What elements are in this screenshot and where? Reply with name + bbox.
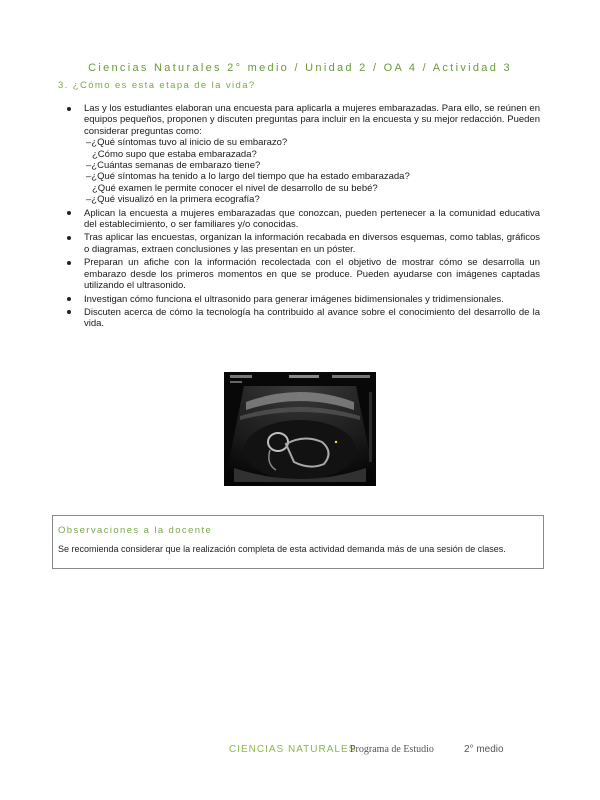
footer-subject: CIENCIAS NATURALES [229, 744, 357, 755]
bullet-text: Tras aplicar las encuestas, organizan la información recabada en diversos esquemas, como tablas, gráficos o diagramas, extraen conclusiones y las presentan en un póster. [84, 232, 540, 255]
bullet-text: Preparan un afiche con la información recolectada con el objetivo de mostrar cómo se desarrolla un embarazo desde los primeros momentos en que se produce. Pueden ayudarse con imágenes captadas utilizando el ultrasonido. [84, 257, 540, 292]
footer-grade: 2° medio [464, 744, 504, 755]
bullet-text: Las y los estudiantes elaboran una encuesta para aplicarla a mujeres embarazadas. Para ello, se reúnen en equipos pequeños, proponen y discuten preguntas para incluir en la encuesta y su mejor redacción. Pueden considerar preguntas como: [84, 103, 540, 137]
question-item: –¿Cuántas semanas de embarazo tiene? [86, 160, 261, 172]
notes-text: Se recomienda considerar que la realización completa de esta actividad demanda más de una sesión de clases. [58, 544, 506, 554]
page-footer [0, 744, 600, 760]
ultrasound-picture [224, 372, 376, 486]
bullet-item [60, 103, 540, 206]
bullet-item [60, 294, 540, 305]
question-item: –¿Qué síntomas tuvo al inicio de su embarazo? [86, 137, 288, 149]
bullet-item [60, 208, 540, 231]
question-item: –¿Qué visualizó en la primera ecografía? [86, 194, 260, 206]
bullet-item [60, 257, 540, 291]
page-title: Ciencias Naturales 2° medio / Unidad 2 / OA 4 / Actividad 3 [88, 62, 512, 74]
bullet-text: Aplican la encuesta a mujeres embarazadas que conozcan, pueden pertenecer a la comunidad educativa del establecimiento, o ser familiares y/o conocidas. [84, 207, 540, 231]
bullet-text: Discuten acerca de cómo la tecnología ha contribuido al avance sobre el conocimiento del desarrollo de la vida. [84, 306, 540, 330]
question-item: ¿Qué examen le permite conocer el nivel de desarrollo de su bebé? [92, 182, 378, 194]
bullet-item [60, 232, 540, 255]
ultrasound-image [224, 372, 376, 486]
activity-list [60, 103, 540, 330]
bullet-text: Investigan cómo funciona el ultrasonido para generar imágenes bidimensionales y tridimensionales. [84, 293, 504, 305]
teacher-notes-box [52, 515, 544, 569]
question-item: –¿Qué síntomas ha tenido a lo largo del tiempo que ha estado embarazada? [86, 171, 410, 183]
activity-content [60, 103, 540, 332]
question-list [86, 137, 540, 205]
question-item: ¿Cómo supo que estaba embarazada? [92, 148, 257, 160]
section-heading: 3. ¿Cómo es esta etapa de la vida? [58, 80, 256, 91]
footer-program: Programa de Estudio [350, 744, 434, 755]
bullet-item [60, 307, 540, 330]
notes-title: Observaciones a la docente [58, 525, 213, 536]
